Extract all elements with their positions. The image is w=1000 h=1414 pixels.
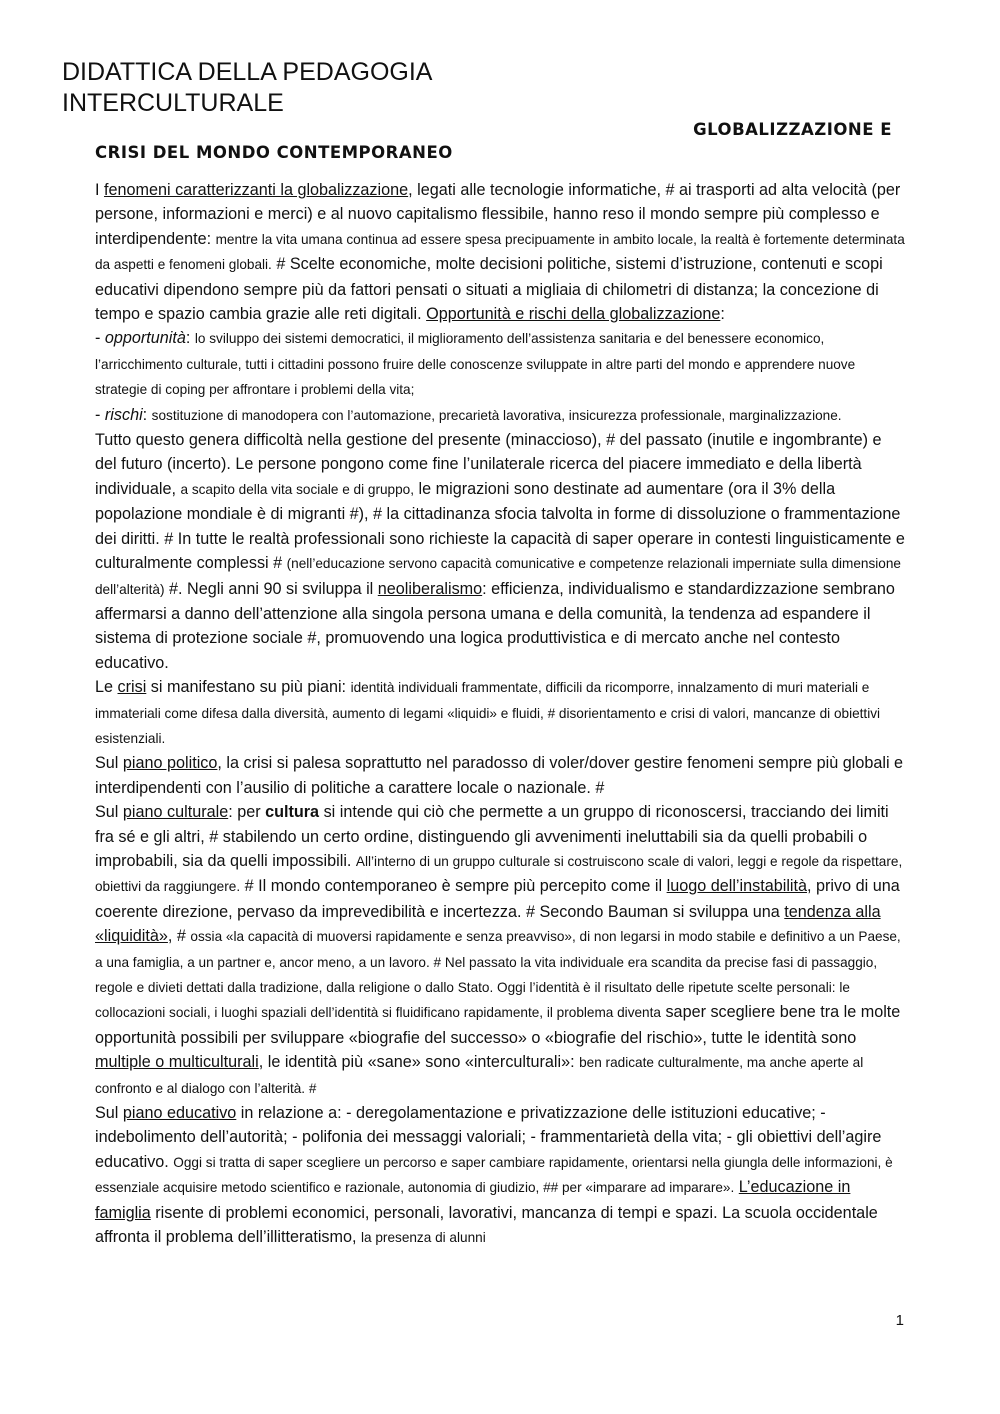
underlined-term: Opportunità e rischi della globalizzazione bbox=[426, 305, 721, 324]
document-title: DIDATTICA DELLA PEDAGOGIA INTERCULTURALE bbox=[62, 58, 432, 117]
text-run: # Il mondo contemporaneo è sempre più percepito come il bbox=[240, 877, 667, 896]
underlined-term: multiple o multiculturali bbox=[95, 1053, 259, 1072]
text-run: : per bbox=[228, 803, 266, 822]
underlined-term: piano politico bbox=[122, 754, 218, 773]
text-run: si manifestano su più piani: bbox=[146, 678, 351, 697]
text-run: , le identità più «sane» sono «interculturali»: bbox=[258, 1053, 580, 1072]
underlined-term: luogo dell’instabilità bbox=[666, 877, 808, 896]
small-text-run: ben radicate culturalmente, ma anche aperte al confronto e al dialogo con l’alterità. # bbox=[95, 1055, 864, 1096]
bold-term: cultura bbox=[265, 803, 320, 822]
small-text-run: mentre la vita umana continua ad essere spesa precipuamente in ambito locale, la realtà è fortemente determinata da aspetti e fenomeni globali. bbox=[95, 231, 905, 273]
text-run: : bbox=[185, 329, 195, 348]
paragraph-political-plane bbox=[95, 751, 907, 800]
text-run: Sul bbox=[95, 803, 123, 822]
text-run: : efficienza, individualismo e standardizzazione sembrano affermarsi a danno dell’attenzione alla singola persona umana e della comunità, la tendenza ad espandere il sistema di protezione sociale #, promuovendo una logica produttivistica e di mercato anche nel contesto educativo. bbox=[95, 579, 895, 672]
section-heading-part1: GLOBALIZZAZIONE E bbox=[693, 120, 892, 139]
text-run: I bbox=[95, 181, 104, 199]
italic-term: opportunità bbox=[104, 329, 186, 348]
text-run: risente di problemi economici, personali, lavorativi, mancanza di tempi e spazi. La scuola occidentale affronta il problema dell’illitteratismo, bbox=[95, 1203, 878, 1247]
text-run: Sul bbox=[95, 754, 123, 773]
small-text-run: (nell’educazione servono capacità comunicative e competenze relazionali imperniate sulla dimensione dell’alterità) bbox=[95, 556, 901, 597]
text-run: , # bbox=[167, 927, 191, 946]
text-run: # Scelte economiche, molte decisioni politiche, sistemi d’istruzione, contenuti e scopi educativi dipendono sempre più da fattori pensati o situati a migliaia di chilometri di distanza; la concezione di tempo e spazio cambia grazie alle reti digitali. bbox=[95, 255, 883, 324]
section-heading-part2: CRISI DEL MONDO CONTEMPORANEO bbox=[95, 143, 453, 162]
paragraph-crises bbox=[95, 675, 907, 751]
text-run: #. Negli anni 90 si sviluppa il bbox=[164, 579, 378, 598]
paragraph-cultural-plane bbox=[95, 800, 907, 1101]
paragraph-educational-plane bbox=[95, 1101, 907, 1250]
small-text-run: a scapito della vita sociale e di gruppo, bbox=[180, 481, 415, 497]
text-run: in relazione a: - deregolamentazione e privatizzazione delle istituzioni educative; - indebolimento dell’autorità; - polifonia dei messaggi valoriali; - frammentarietà della vita; - gli obiettivi dell’agire educativo. bbox=[95, 1104, 882, 1171]
small-text-run: sostituzione di manodopera con l’automazione, precarietà lavorativa, insicurezza professionale, marginalizzazione. bbox=[151, 407, 842, 423]
small-text-run: identità individuali frammentate, difficili da ricomporre, innalzamento di muri materiali e immateriali come difesa dalla diversità, aumento di legami «liquidi» e fluidi, # disorientamento e crisi di valori, mancanze di obiettivi esistenziali. bbox=[95, 680, 881, 746]
text-run: le migrazioni sono destinate ad aumentare (ora il 3% della popolazione mondiale è di migranti #), # la cittadinanza sfocia talvolta in forme di dissoluzione o frammentazione dei diritti. # In tutte le realtà professionali sono richieste la capacità di saper operare in contesti linguisticamente e culturalmente complessi # bbox=[95, 479, 905, 573]
document-body bbox=[95, 178, 907, 1250]
small-text-run: lo sviluppo dei sistemi democratici, il miglioramento dell’assistenza sanitaria e del benessere economico, l’arricchimento culturale, tutti i cittadini possono fruire delle conoscenze sviluppate in altre parti del mondo e apprendere nuove strategie di coping per affrontare i problemi della vita; bbox=[95, 331, 856, 398]
text-run: - bbox=[95, 405, 105, 424]
italic-term: rischi bbox=[104, 405, 143, 424]
text-run: saper scegliere bene tra le molte opportunità possibili per sviluppare «biografie del successo» o «biografie del rischio», tutte le identità sono bbox=[95, 1003, 901, 1047]
underlined-term: L’educazione in famiglia bbox=[95, 1178, 851, 1222]
underlined-term: crisi bbox=[117, 678, 147, 697]
small-text-run: Oggi si tratta di saper scegliere un percorso e saper cambiare rapidamente, orientarsi nella giungla delle informazioni, è essenziale acquisire metodo scientifico e razionale, autonomia di giudizio, ## per «imparare ad imparare». bbox=[95, 1154, 893, 1196]
text-run: : bbox=[720, 305, 725, 324]
paragraph-opportunities bbox=[95, 326, 907, 402]
small-text-run: All’interno di un gruppo culturale si costruiscono scale di valori, leggi e regole da rispettare, obiettivi da raggiungere. bbox=[95, 853, 903, 895]
page-number: 1 bbox=[895, 1312, 904, 1329]
text-run: si intende qui ciò che permette a un gruppo di riconoscersi, tracciando dei limiti fra sé e gli altri, # stabilendo un certo ordine, distinguendo gli avvenimenti ineluttabili sia da quelli probabili o improbabili, sia da quelli impossibili. bbox=[95, 803, 889, 870]
text-run: , la crisi si palesa soprattutto nel paradosso di voler/dover gestire fenomeni sempre più globali e interdipendenti con l’ausilio di politiche a carattere locale o nazionale. # bbox=[95, 754, 904, 797]
text-run: , privo di una coerente direzione, pervaso da imprevedibilità e incertezza. # Secondo Bauman si sviluppa una bbox=[95, 877, 900, 921]
text-run: , legati alle tecnologie informatiche, # ai trasporti ad alta velocità (per persone, informazioni e merci) e al nuovo capitalismo flessibile, hanno reso il mondo sempre più complesso e interdipendente: bbox=[95, 181, 901, 248]
underlined-term: fenomeni caratterizzanti la globalizzazione bbox=[104, 181, 409, 199]
underlined-term: piano culturale bbox=[122, 803, 229, 822]
paragraph-difficulties bbox=[95, 428, 907, 675]
text-run: Le bbox=[95, 678, 118, 697]
underlined-term: tendenza alla «liquidità» bbox=[95, 902, 881, 946]
underlined-term: neoliberalismo bbox=[377, 579, 483, 598]
small-text-run: la presenza di alunni bbox=[361, 1230, 486, 1246]
text-run: : bbox=[142, 405, 152, 424]
small-text-run: ossia «la capacità di muoversi rapidamente e senza preavviso», di non legarsi in modo stabile e definitivo a un Paese, a una famiglia, a un partner e, ancor meno, a un lavoro. # Nel passato la vita individuale era scandita da precise fasi di passaggio, regole e divieti dettati dalla tradizione, dalla religione o dallo Stato. Oggi l’identità è il risultato delle ripetute scelte personali: le collocazioni sociali, i luoghi spaziali dell’identità si fluidificano rapidamente, il problema diventa bbox=[95, 929, 901, 1021]
text-run: Tutto questo genera difficoltà nella gestione del presente (minaccioso), # del passato (inutile e ingombrante) e del futuro (incerto). Le persone pongono come fine l’unilaterale ricerca del piacere immediato e della libertà individuale, bbox=[95, 431, 882, 498]
paragraph-globalization bbox=[95, 178, 907, 326]
paragraph-risks bbox=[95, 403, 907, 428]
underlined-term: piano educativo bbox=[122, 1104, 237, 1123]
text-run: - bbox=[95, 329, 105, 348]
text-run: Sul bbox=[95, 1104, 123, 1123]
